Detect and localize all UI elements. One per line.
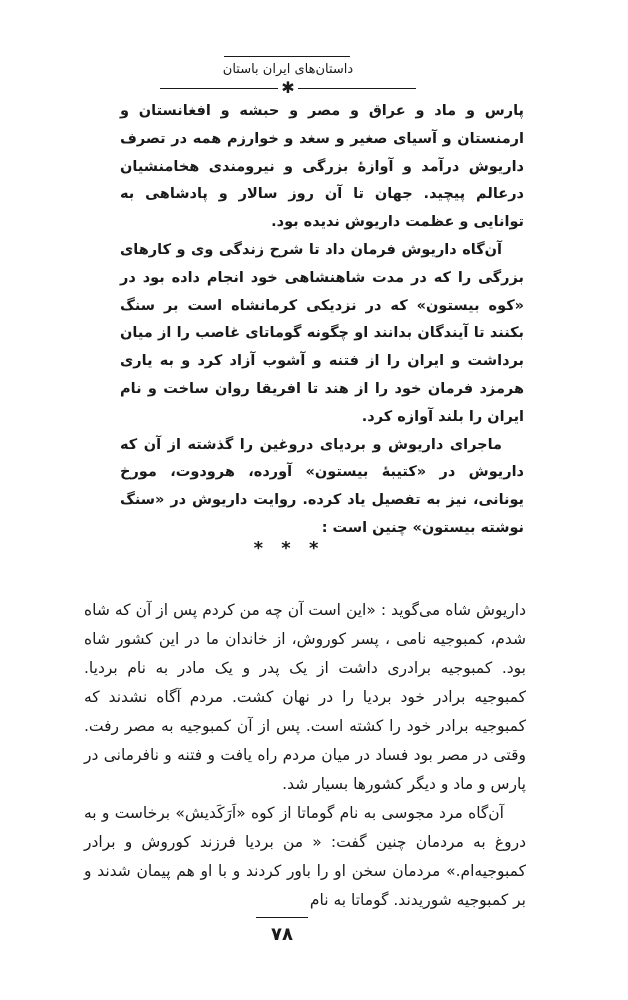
intro-text [120,98,524,543]
quote-paragraph: آن‌گاه مرد مجوسی به نام گوماتا از کوه «اَرَکَدیش» برخاست و به دروغ به مردمان چنین گفت: « من بردیا فرزند کوروش و برادر کمبوجیه‌ام.» مردمان سخن او را باور کردند و با او هم پیمان شدند و بر کمبوجیه شوریدند. گوماتا به نام [84,804,526,909]
intro-paragraph: ماجرای داریوش و بردیای دروغین را گذشته از آن که داریوش در «کتیبهٔ بیستون» آورده، هرودوت، مورخ یونانی، نیز به تفصیل یاد کرده. روایت داریوش در «سنگ نوشته بیستون» چنین است : [120,436,524,536]
page-number: ۷۸ [271,924,293,945]
running-header: داستان‌های ایران باستان [222,62,354,77]
intro-paragraph: پارس و ماد و عراق و مصر و حبشه و افغانستان و ارمنستان و آسیای صغیر و سغد و خوارزم همه در تصرف داریوش درآمد و آوازهٔ بزرگی و نیرومندی هخامنشیان درعالم پیچید. جهان تا آن روز سالار و پادشاهی به توانایی و عظمت داریوش ندیده بود. [120,103,524,231]
section-break: * * * [253,538,325,559]
asterisk-ornament-icon: ✱ [278,80,298,96]
intro-paragraph: آن‌گاه داریوش فرمان داد تا شرح زندگی وی و کارهای بزرگی را که در مدت شاهنشاهی خود انجام داده بود در «کوه بیستون» که در نزدیکی کرمانشاه است بر سنگ بکنند تا آیندگان بدانند او چگونه گوماتای غاصب را از میان برداشت و ایران را از فتنه و آشوب آزاد کرد و به یاری هرمزد فرمان خود را از هند تا افریقا روان ساخت و نام ایران را بلند آوازه کرد. [120,241,524,425]
header-rule-top [224,56,350,57]
inscription-quote [84,596,526,915]
quote-paragraph: داریوش شاه می‌گوید : «این است آن چه من کردم پس از آن که شاه شدم، کمبوجیه نامی ، پسر کوروش، از خاندان ما در این کشور شاه بود. کمبوجیه برادری داشت از یک پدر و یک مادر به نام بردیا. کمبوجیه برادر خود بردیا را در نهان کشت. مردم آگاه نشدند که کمبوجیه برادر خود را کشته است. پس از آن کمبوجیه به مصر رفت. وقتی در مصر بود فساد در میان مردم راه یافت و فتنه و نافرمانی در پارس و ماد و دیگر کشورها بسیار شد. [84,601,526,793]
footer-rule [256,917,308,918]
